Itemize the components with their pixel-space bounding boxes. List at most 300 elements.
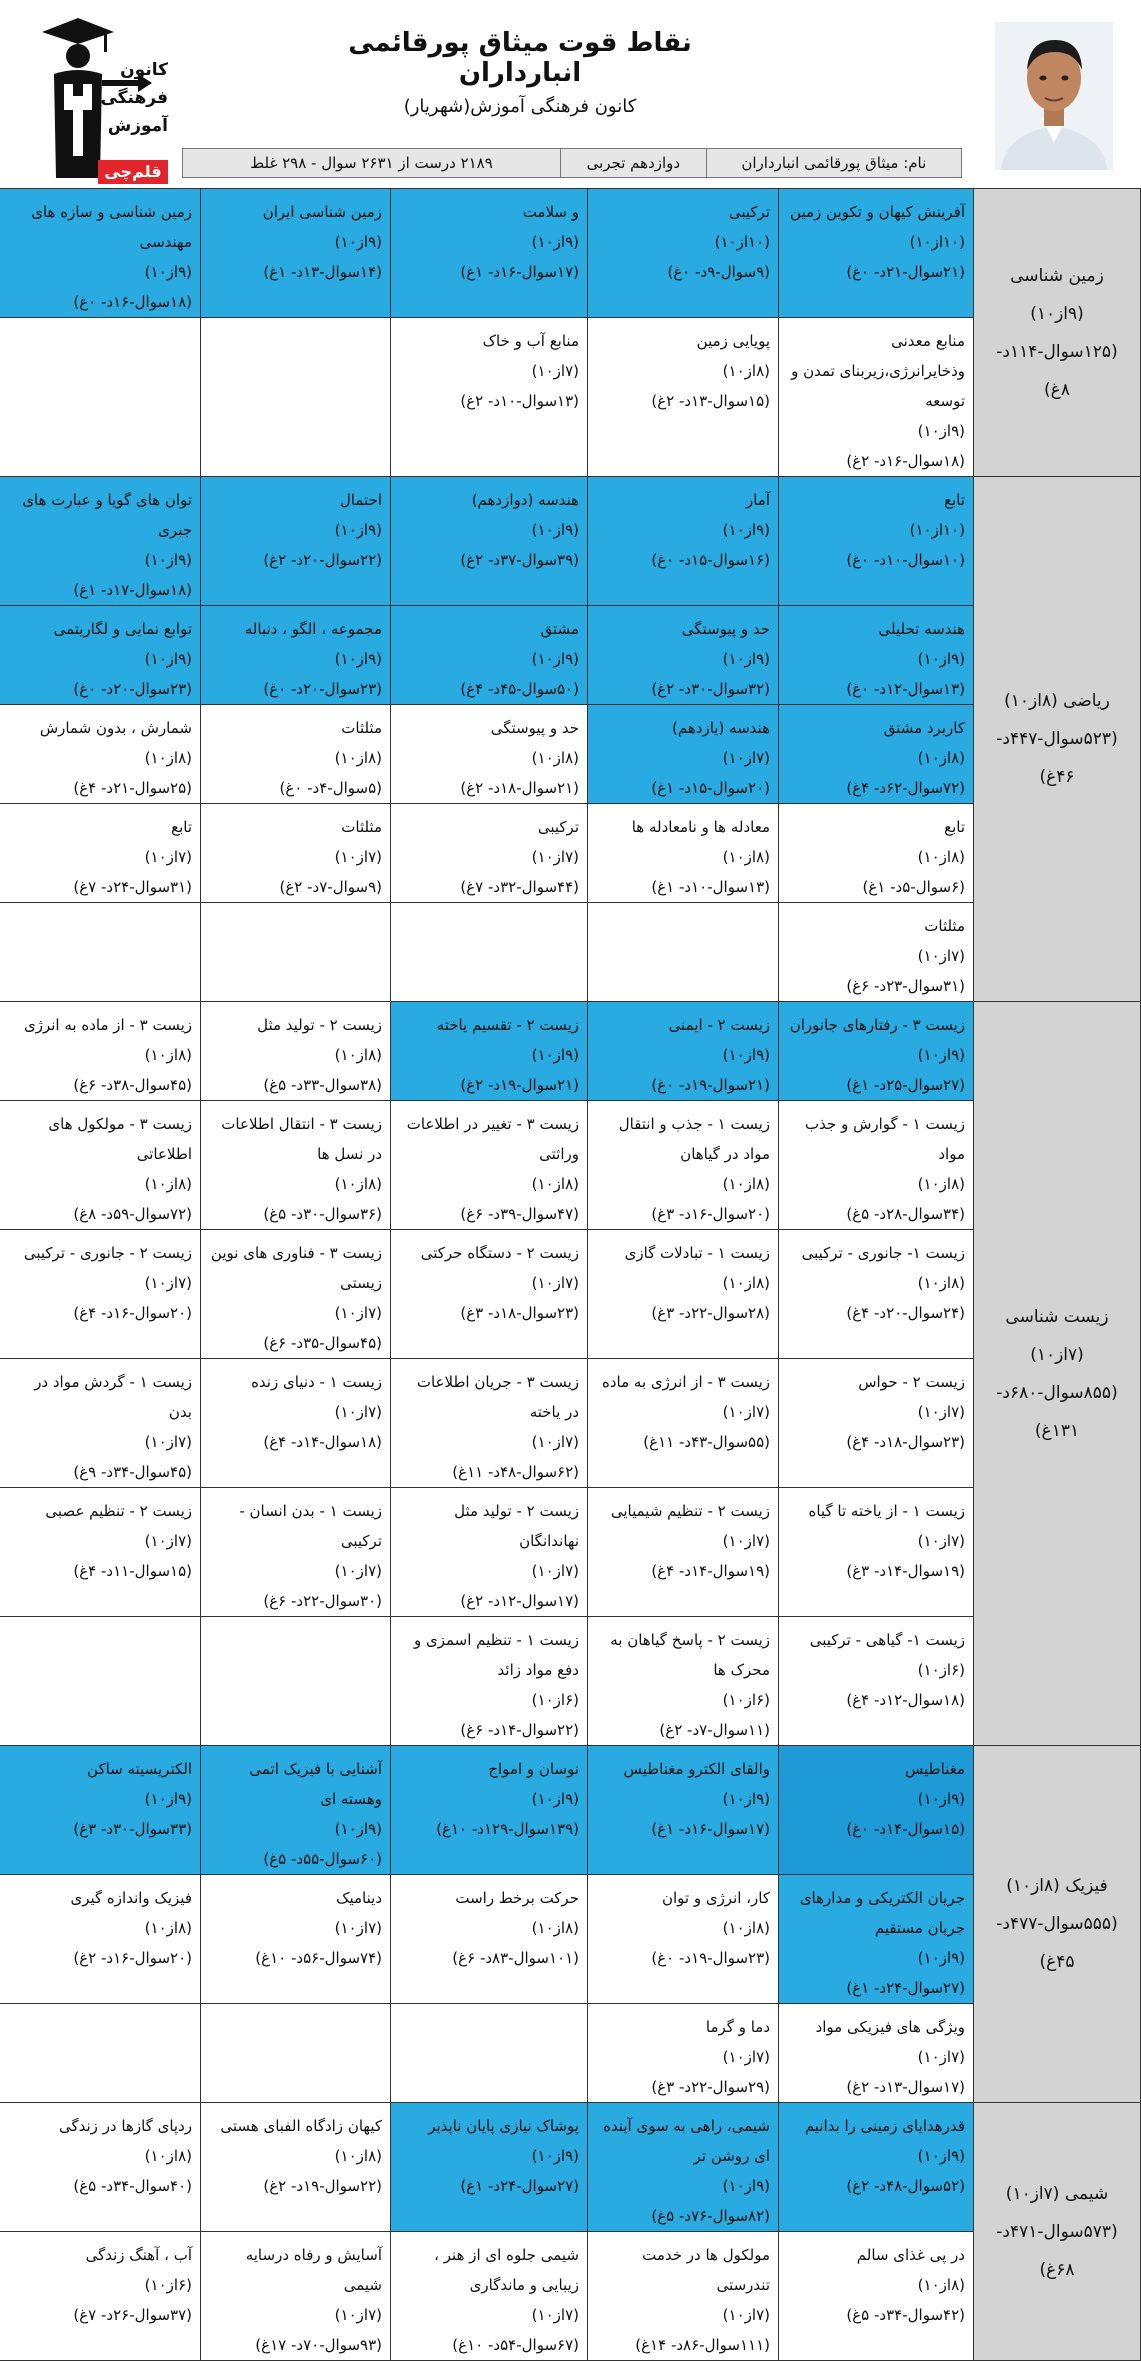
topic-score: (۹از۱۰) — [144, 551, 192, 569]
topic-score: (۹از۱۰) — [531, 650, 579, 668]
topic-name: والقای الکترو مغناطیس — [623, 1760, 770, 1778]
topic-stats: (۳۱سوال-۲۳د- ۶غ) — [846, 977, 965, 995]
topic-stats: (۱۵سوال-۱۴د- ۰غ) — [846, 1820, 965, 1838]
logo-brand-badge: قلم‌چی — [98, 160, 168, 184]
subject-cell — [974, 189, 1141, 477]
topic-stats: (۲۳سوال-۲۰د- ۰غ) — [263, 680, 382, 698]
topic-cell — [779, 606, 974, 705]
topic-name: زیست ۳ - از ماده به انرژی — [24, 1016, 192, 1034]
topic-score: (۹از۱۰) — [722, 521, 770, 539]
subject-cell — [974, 477, 1141, 1002]
topic-score: (۸از۱۰) — [334, 749, 382, 767]
topic-stats: (۲۷سوال-۲۴د- ۱غ) — [846, 1979, 965, 1997]
topic-score: (۹از۱۰) — [334, 650, 382, 668]
topic-score: (۹از۱۰) — [722, 1790, 770, 1808]
topic-score: (۹از۱۰) — [722, 1046, 770, 1064]
topic-name: زیست ۱ - جذب و انتقال مواد در گیاهان — [618, 1115, 770, 1163]
topic-score: (۹از۱۰) — [722, 650, 770, 668]
topic-name: حد و پیوستگی — [681, 620, 770, 638]
topic-stats: (۱۵سوال-۱۱د- ۴غ) — [73, 1562, 192, 1580]
topic-cell — [588, 1101, 779, 1230]
topic-stats: (۳۴سوال-۲۸د- ۵غ) — [846, 1205, 965, 1223]
empty-cell — [391, 903, 588, 1002]
topic-name: کیهان زادگاه الفبای هستی — [220, 2117, 382, 2135]
topic-score: (۷از۱۰) — [917, 947, 965, 965]
topic-score: (۷از۱۰) — [531, 1274, 579, 1292]
topic-score: (۷از۱۰) — [144, 848, 192, 866]
table-row — [0, 606, 1141, 705]
table-row — [0, 2103, 1141, 2232]
topic-name: زیست ۳ - تغییر در اطلاعات وراثتی — [406, 1115, 579, 1163]
topic-name: تابع — [171, 818, 192, 836]
topic-score: (۸از۱۰) — [334, 2147, 382, 2165]
topic-name: زیست ۱ - تبادلات گازی — [624, 1244, 770, 1262]
student-name: نام: میثاق پورقائمی انبارداران — [706, 149, 961, 177]
topic-name: زیست ۲ - حواس — [858, 1373, 965, 1391]
kanoon-logo — [40, 10, 168, 181]
topic-cell — [391, 1101, 588, 1230]
topic-name: مثلثات — [924, 917, 965, 935]
topic-cell — [0, 606, 201, 705]
topic-score: (۹از۱۰) — [531, 1046, 579, 1064]
empty-cell — [201, 2004, 391, 2103]
topic-stats: (۶۰سوال-۵۵د- ۵غ) — [263, 1850, 382, 1868]
topic-stats: (۳۹سوال-۳۷د- ۲غ) — [460, 551, 579, 569]
topic-name: زیست ۲ - دستگاه حرکتی — [420, 1244, 579, 1262]
topic-score: (۹از۱۰) — [917, 650, 965, 668]
topic-score: (۸از۱۰) — [531, 1919, 579, 1937]
topic-score: (۶از۱۰) — [722, 1691, 770, 1709]
topic-cell — [779, 1230, 974, 1359]
topic-stats: (۴۰سوال-۳۴د- ۵غ) — [73, 2177, 192, 2195]
topic-cell — [779, 804, 974, 903]
topic-stats: (۱۸سوال-۱۶د- ۲غ) — [846, 452, 965, 470]
topic-cell — [0, 1746, 201, 1875]
topic-stats: (۹۳سوال-۷۰د- ۱۷غ) — [255, 2336, 382, 2354]
topic-score: (۸از۱۰) — [531, 749, 579, 767]
topic-stats: (۳۳سوال-۳۰د- ۳غ) — [73, 1820, 192, 1838]
topic-cell — [779, 2103, 974, 2232]
topic-cell — [0, 804, 201, 903]
page-title: نقاط قوت میثاق پورقائمی انبارداران — [348, 28, 692, 88]
topic-stats: (۱۱۱سوال-۸۶د- ۱۴غ) — [635, 2336, 770, 2354]
topic-name: مشتق — [540, 620, 579, 638]
topic-cell — [0, 1230, 201, 1359]
topic-score: (۸از۱۰) — [334, 1175, 382, 1193]
topic-stats: (۳۸سوال-۳۳د- ۵غ) — [263, 1076, 382, 1094]
topic-cell — [391, 705, 588, 804]
topic-cell — [391, 2232, 588, 2361]
topic-name: احتمال — [339, 491, 382, 509]
table-row — [0, 804, 1141, 903]
topic-score: (۷از۱۰) — [722, 1403, 770, 1421]
topic-score: (۹از۱۰) — [144, 1790, 192, 1808]
topic-score: (۷از۱۰) — [334, 1919, 382, 1937]
topic-stats: (۲۹سوال-۲۲د- ۳غ) — [651, 2078, 770, 2096]
topic-stats: (۲۳سوال-۲۰د- ۰غ) — [73, 680, 192, 698]
topic-stats: (۱۸سوال-۱۴د- ۴غ) — [263, 1433, 382, 1451]
topic-name: کار، انرژی و توان — [661, 1889, 770, 1907]
topic-cell — [201, 1875, 391, 2004]
topic-cell — [588, 1875, 779, 2004]
topic-score: (۹از۱۰) — [917, 1949, 965, 1967]
table-row — [0, 318, 1141, 477]
topic-score: (۱۰از۱۰) — [714, 233, 770, 251]
student-photo — [995, 22, 1113, 170]
topic-name: زیست ۳ - مولکول های اطلاعاتی — [48, 1115, 192, 1163]
topic-cell — [779, 477, 974, 606]
topic-score: (۹از۱۰) — [531, 233, 579, 251]
topic-name: نوسان و امواج — [488, 1760, 579, 1778]
topic-score: (۷از۱۰) — [531, 1433, 579, 1451]
topic-name: آب ، آهنگ زندگی — [85, 2246, 192, 2264]
table-row — [0, 1746, 1141, 1875]
topic-stats: (۴۷سوال-۳۹د- ۶غ) — [460, 1205, 579, 1223]
topic-name: تابع — [944, 818, 965, 836]
logo-text: کانون فرهنگی آموزش — [100, 60, 168, 136]
topic-score: (۹از۱۰) — [144, 263, 192, 281]
topic-stats: (۹سوال-۷د- ۲غ) — [279, 878, 382, 896]
topic-stats: (۷۴سوال-۵۶د- ۱۰غ) — [255, 1949, 382, 1967]
topic-score: (۸از۱۰) — [334, 1046, 382, 1064]
topic-score: (۸از۱۰) — [917, 848, 965, 866]
topic-cell — [201, 1359, 391, 1488]
subject-cell — [974, 1746, 1141, 2103]
topic-cell — [0, 1002, 201, 1101]
table-row — [0, 2004, 1141, 2103]
topic-stats: (۲۰سوال-۱۵د- ۱غ) — [651, 779, 770, 797]
topic-stats: (۲۳سوال-۱۸د- ۳غ) — [460, 1304, 579, 1322]
strengths-grid — [0, 188, 1141, 2361]
table-row — [0, 1488, 1141, 1617]
topic-stats: (۱۷سوال-۱۲د- ۲غ) — [460, 1592, 579, 1610]
topic-score: (۷از۱۰) — [531, 362, 579, 380]
topic-cell — [391, 1488, 588, 1617]
topic-score: (۷از۱۰) — [334, 1403, 382, 1421]
topic-name: ترکیبی — [537, 818, 579, 836]
topic-name: منابع آب و خاک — [482, 332, 579, 350]
topic-stats: (۱۴سوال-۱۳د- ۱غ) — [263, 263, 382, 281]
subject-name: ریاضی (۸از۱۰) — [1004, 691, 1110, 711]
topic-score: (۸از۱۰) — [144, 749, 192, 767]
table-row — [0, 477, 1141, 606]
topic-score: (۷از۱۰) — [531, 2306, 579, 2324]
topic-stats: (۱۳سوال-۱۰د- ۱غ) — [651, 878, 770, 896]
topic-cell — [588, 1230, 779, 1359]
topic-stats: (۲۲سوال-۱۹د- ۲غ) — [263, 2177, 382, 2195]
topic-stats: (۲۳سوال-۱۹د- ۰غ) — [651, 1949, 770, 1967]
topic-cell — [391, 804, 588, 903]
topic-stats: (۲۲سوال-۲۰د- ۲غ) — [263, 551, 382, 569]
topic-score: (۸از۱۰) — [722, 1919, 770, 1937]
table-row — [0, 1002, 1141, 1101]
score-summary: ۲۱۸۹ درست از ۲۶۳۱ سوال - ۲۹۸ غلط — [250, 154, 493, 172]
topic-name: مثلثات — [341, 719, 382, 737]
topic-name: هندسه تحلیلی — [878, 620, 965, 638]
topic-cell — [391, 2103, 588, 2232]
topic-score: (۷از۱۰) — [144, 1532, 192, 1550]
topic-name: الکتریسیته ساکن — [87, 1760, 192, 1778]
topic-score: (۷از۱۰) — [144, 1433, 192, 1451]
topic-stats: (۱۰۱سوال-۸۳د- ۶غ) — [452, 1949, 579, 1967]
topic-cell — [588, 1488, 779, 1617]
topic-cell — [588, 2004, 779, 2103]
topic-stats: (۸۲سوال-۷۶د- ۵غ) — [651, 2207, 770, 2225]
topic-name: ویژگی های فیزیکی مواد — [815, 2018, 965, 2036]
topic-score: (۷از۱۰) — [334, 848, 382, 866]
topic-cell — [779, 705, 974, 804]
topic-cell — [201, 1002, 391, 1101]
topic-name: زیست ۲ - پاسخ گیاهان به محرک ها — [610, 1631, 770, 1679]
topic-score: (۷از۱۰) — [531, 1562, 579, 1580]
topic-score: (۶از۱۰) — [917, 1661, 965, 1679]
topic-cell — [391, 318, 588, 477]
topic-cell — [779, 1875, 974, 2004]
topic-stats: (۲۴سوال-۲۰د- ۴غ) — [846, 1304, 965, 1322]
topic-name: مولکول ها در خدمت تندرستی — [642, 2246, 770, 2294]
topic-name: دما و گرما — [705, 2018, 770, 2036]
topic-score: (۹از۱۰) — [917, 422, 965, 440]
topic-cell — [201, 2232, 391, 2361]
topic-cell — [779, 1617, 974, 1746]
subject-name: شیمی (۷از۱۰) — [1005, 2183, 1109, 2204]
topic-score: (۷از۱۰) — [334, 1304, 382, 1322]
topic-name: زیست ۲ - ایمنی — [668, 1016, 770, 1034]
topic-name: زیست ۲ - تولید مثل نهاندانگان — [454, 1502, 579, 1550]
topic-name: زیست ۲ - تولید مثل — [257, 1016, 382, 1034]
topic-name: ترکیبی — [728, 203, 770, 221]
topic-name: زیست ۳ - فناوری های نوین زیستی — [210, 1244, 382, 1292]
topic-stats: (۲۵سوال-۲۱د- ۴غ) — [73, 779, 192, 797]
topic-stats: (۳۶سوال-۳۰د- ۵غ) — [263, 1205, 382, 1223]
topic-stats: (۴۵سوال-۳۴د- ۹غ) — [73, 1463, 192, 1481]
student-info-bar — [182, 148, 962, 178]
topic-name: زیست ۱ - از یاخته تا گیاه — [808, 1502, 965, 1520]
topic-name: زیست ۳ - از انرژی به ماده — [602, 1373, 770, 1391]
topic-name: زیست ۲ - تنظیم شیمیایی — [610, 1502, 770, 1520]
topic-stats: (۲۰سوال-۱۶د- ۴غ) — [73, 1304, 192, 1322]
topic-cell — [391, 1875, 588, 2004]
topic-stats: (۱۷سوال-۱۳د- ۲غ) — [846, 2078, 965, 2096]
topic-stats: (۱۷سوال-۱۶د- ۱غ) — [460, 263, 579, 281]
topic-name: شمارش ، بدون شمارش — [39, 719, 192, 737]
topic-stats: (۱۳سوال-۱۲د- ۰غ) — [846, 680, 965, 698]
empty-cell — [201, 903, 391, 1002]
topic-name: زیست ۱ - بدن انسان - ترکیبی — [239, 1502, 382, 1550]
topic-score: (۹از۱۰) — [334, 521, 382, 539]
topic-cell — [201, 1488, 391, 1617]
topic-name: زیست ۳ - جریان اطلاعات در یاخته — [416, 1373, 579, 1421]
topic-name: توابع نمایی و لگاریتمی — [53, 620, 192, 638]
topic-name: قدرهدایای زمینی را بدانیم — [804, 2117, 965, 2135]
topic-cell — [588, 189, 779, 318]
subject-name: زیست شناسی (۷از۱۰) — [1005, 1306, 1109, 1365]
topic-score: (۷از۱۰) — [917, 1532, 965, 1550]
topic-stats: (۱۱سوال-۷د- ۲غ) — [659, 1721, 770, 1739]
topic-cell — [779, 1488, 974, 1617]
topic-stats: (۱۹سوال-۱۴د- ۴غ) — [651, 1562, 770, 1580]
topic-cell — [0, 1875, 201, 2004]
topic-stats: (۵۲سوال-۴۸د- ۲غ) — [846, 2177, 965, 2195]
topic-name: زیست ۲ - تقسیم یاخته — [436, 1016, 579, 1034]
topic-stats: (۲۸سوال-۲۲د- ۳غ) — [651, 1304, 770, 1322]
topic-name: شیمی، راهی به سوی آینده ای روشن تر — [603, 2117, 770, 2165]
topic-score: (۸از۱۰) — [144, 1046, 192, 1064]
subject-cell — [974, 1002, 1141, 1746]
topic-stats: (۱۹سوال-۱۴د- ۳غ) — [846, 1562, 965, 1580]
topic-stats: (۹سوال-۹د- ۰غ) — [667, 263, 770, 281]
topic-name: هندسه (یازدهم) — [672, 719, 770, 737]
topic-score: (۹از۱۰) — [917, 1790, 965, 1808]
subject-cell — [974, 2103, 1141, 2361]
topic-name: زیست ۱ - تنظیم اسمزی و دفع مواد زائد — [413, 1631, 579, 1679]
page-subtitle: کانون فرهنگی آموزش(شهریار) — [403, 96, 637, 117]
empty-cell — [391, 2004, 588, 2103]
empty-cell — [0, 2004, 201, 2103]
topic-cell — [391, 1617, 588, 1746]
topic-cell — [779, 1101, 974, 1230]
topic-score: (۹از۱۰) — [531, 1790, 579, 1808]
topic-score: (۸از۱۰) — [722, 1274, 770, 1292]
topic-score: (۸از۱۰) — [917, 749, 965, 767]
empty-cell — [201, 318, 391, 477]
topic-cell — [588, 2232, 779, 2361]
topic-cell — [779, 189, 974, 318]
subject-name: زمین شناسی (۹از۱۰) — [1010, 265, 1104, 324]
topic-cell — [391, 1359, 588, 1488]
topic-name: مثلثات — [341, 818, 382, 836]
topic-stats: (۱۳سوال-۱۰د- ۲غ) — [460, 392, 579, 410]
topic-cell — [201, 1101, 391, 1230]
topic-cell — [588, 1002, 779, 1101]
topic-cell — [201, 1746, 391, 1875]
topic-cell — [0, 1101, 201, 1230]
table-row — [0, 2232, 1141, 2361]
topic-cell — [201, 477, 391, 606]
topic-name: زیست ۱ - دنیای زنده — [251, 1373, 382, 1391]
topic-stats: (۲۱سوال-۱۹د- ۰غ) — [651, 1076, 770, 1094]
topic-name: زیست ۱- گیاهی - ترکیبی — [809, 1631, 965, 1649]
topic-name: دینامیک — [336, 1889, 382, 1907]
topic-name: هندسه (دوازدهم) — [471, 491, 579, 509]
topic-name: زیست ۱ - گردش مواد در بدن — [34, 1373, 192, 1421]
topic-cell — [391, 1002, 588, 1101]
topic-score: (۹از۱۰) — [144, 650, 192, 668]
table-row — [0, 189, 1141, 318]
topic-name: مغناطیس — [905, 1760, 965, 1778]
topic-cell — [0, 1488, 201, 1617]
topic-stats: (۲۳سوال-۱۸د- ۴غ) — [846, 1433, 965, 1451]
topic-stats: (۱۸سوال-۱۶د- ۰غ) — [73, 293, 192, 311]
topic-stats: (۳۰سوال-۲۲د- ۶غ) — [263, 1592, 382, 1610]
topic-score: (۱۰از۱۰) — [909, 233, 965, 251]
topic-name: زیست ۲ - تنظیم عصبی — [45, 1502, 192, 1520]
topic-score: (۷از۱۰) — [144, 1274, 192, 1292]
topic-name: زیست ۱- جانوری - ترکیبی — [801, 1244, 965, 1262]
topic-cell — [391, 477, 588, 606]
topic-cell — [391, 606, 588, 705]
topic-name: پویایی زمین — [696, 332, 770, 350]
topic-score: (۷از۱۰) — [722, 2306, 770, 2324]
topic-score: (۱۰از۱۰) — [909, 521, 965, 539]
strengths-table — [0, 188, 1141, 2354]
topic-cell — [779, 903, 974, 1002]
topic-cell — [779, 318, 974, 477]
table-row — [0, 903, 1141, 1002]
topic-cell — [588, 477, 779, 606]
topic-name: ردپای گازها در زندگی — [58, 2117, 192, 2135]
topic-score: (۸از۱۰) — [917, 2276, 965, 2294]
topic-score: (۷از۱۰) — [917, 1403, 965, 1421]
topic-cell — [779, 2004, 974, 2103]
topic-cell — [201, 2103, 391, 2232]
topic-name: کاربرد مشتق — [883, 719, 965, 737]
topic-cell — [779, 1002, 974, 1101]
topic-score: (۸از۱۰) — [144, 1919, 192, 1937]
topic-name: آفرینش کیهان و تکوین زمین — [790, 203, 965, 221]
topic-stats: (۵سوال-۴د- ۰غ) — [279, 779, 382, 797]
topic-cell — [0, 705, 201, 804]
table-row — [0, 1617, 1141, 1746]
topic-name: معادله ها و نامعادله ها — [631, 818, 770, 836]
table-row — [0, 1230, 1141, 1359]
topic-name: زیست ۳ - رفتارهای جانوران — [789, 1016, 965, 1034]
student-portrait-icon — [995, 22, 1113, 170]
topic-stats: (۱۰سوال-۱۰د- ۰غ) — [846, 551, 965, 569]
topic-score: (۹از۱۰) — [722, 2177, 770, 2195]
topic-name: جریان الکتریکی و مدارهای جریان مستقیم — [799, 1889, 965, 1937]
topic-cell — [0, 2103, 201, 2232]
topic-score: (۸از۱۰) — [917, 1175, 965, 1193]
table-row — [0, 1359, 1141, 1488]
topic-stats: (۳۱سوال-۲۴د- ۷غ) — [73, 878, 192, 896]
topic-score: (۹از۱۰) — [531, 2147, 579, 2165]
topic-stats: (۳۷سوال-۲۶د- ۷غ) — [73, 2306, 192, 2324]
topic-score: (۹از۱۰) — [334, 233, 382, 251]
topic-score: (۸از۱۰) — [722, 1175, 770, 1193]
topic-name: تابع — [944, 491, 965, 509]
topic-name: آشنایی با فیزیک اتمی وهسته ای — [249, 1760, 382, 1808]
topic-stats: (۶۷سوال-۵۴د- ۱۰غ) — [452, 2336, 579, 2354]
topic-cell — [391, 1230, 588, 1359]
topic-cell — [588, 705, 779, 804]
topic-stats: (۴۲سوال-۳۴د- ۵غ) — [846, 2306, 965, 2324]
empty-cell — [0, 1617, 201, 1746]
topic-score: (۷از۱۰) — [722, 1532, 770, 1550]
topic-stats: (۲۲سوال-۱۴د- ۶غ) — [460, 1721, 579, 1739]
topic-stats: (۱۷سوال-۱۶د- ۱غ) — [651, 1820, 770, 1838]
topic-name: توان های گویا و عبارت های جبری — [22, 491, 192, 539]
subject-name: فیزیک (۸از۱۰) — [1006, 1876, 1108, 1896]
topic-stats: (۳۲سوال-۳۰د- ۲غ) — [651, 680, 770, 698]
topic-stats: (۷۲سوال-۶۲د- ۴غ) — [846, 779, 965, 797]
topic-cell — [588, 606, 779, 705]
topic-stats: (۲۷سوال-۲۵د- ۱غ) — [846, 1076, 965, 1094]
topic-score: (۷از۱۰) — [334, 2306, 382, 2324]
topic-name: در پی غذای سالم — [856, 2246, 965, 2264]
topic-stats: (۱۳۹سوال-۱۲۹د- ۱۰غ) — [436, 1820, 579, 1838]
topic-score: (۹از۱۰) — [334, 1820, 382, 1838]
topic-name: مجموعه ، الگو ، دنباله — [244, 620, 382, 638]
topic-name: منابع معدنی وذخایرانرژی،زیربنای تمدن و توسعه — [791, 332, 965, 410]
topic-name: زیست ۳ - انتقال اطلاعات در نسل ها — [221, 1115, 382, 1163]
table-row — [0, 1101, 1141, 1230]
topic-cell — [201, 189, 391, 318]
topic-name: زیست ۲ - جانوری - ترکیبی — [23, 1244, 192, 1262]
topic-cell — [0, 2232, 201, 2361]
topic-stats: (۲۱سوال-۱۹د- ۲غ) — [460, 1076, 579, 1094]
topic-name: حد و پیوستگی — [490, 719, 579, 737]
